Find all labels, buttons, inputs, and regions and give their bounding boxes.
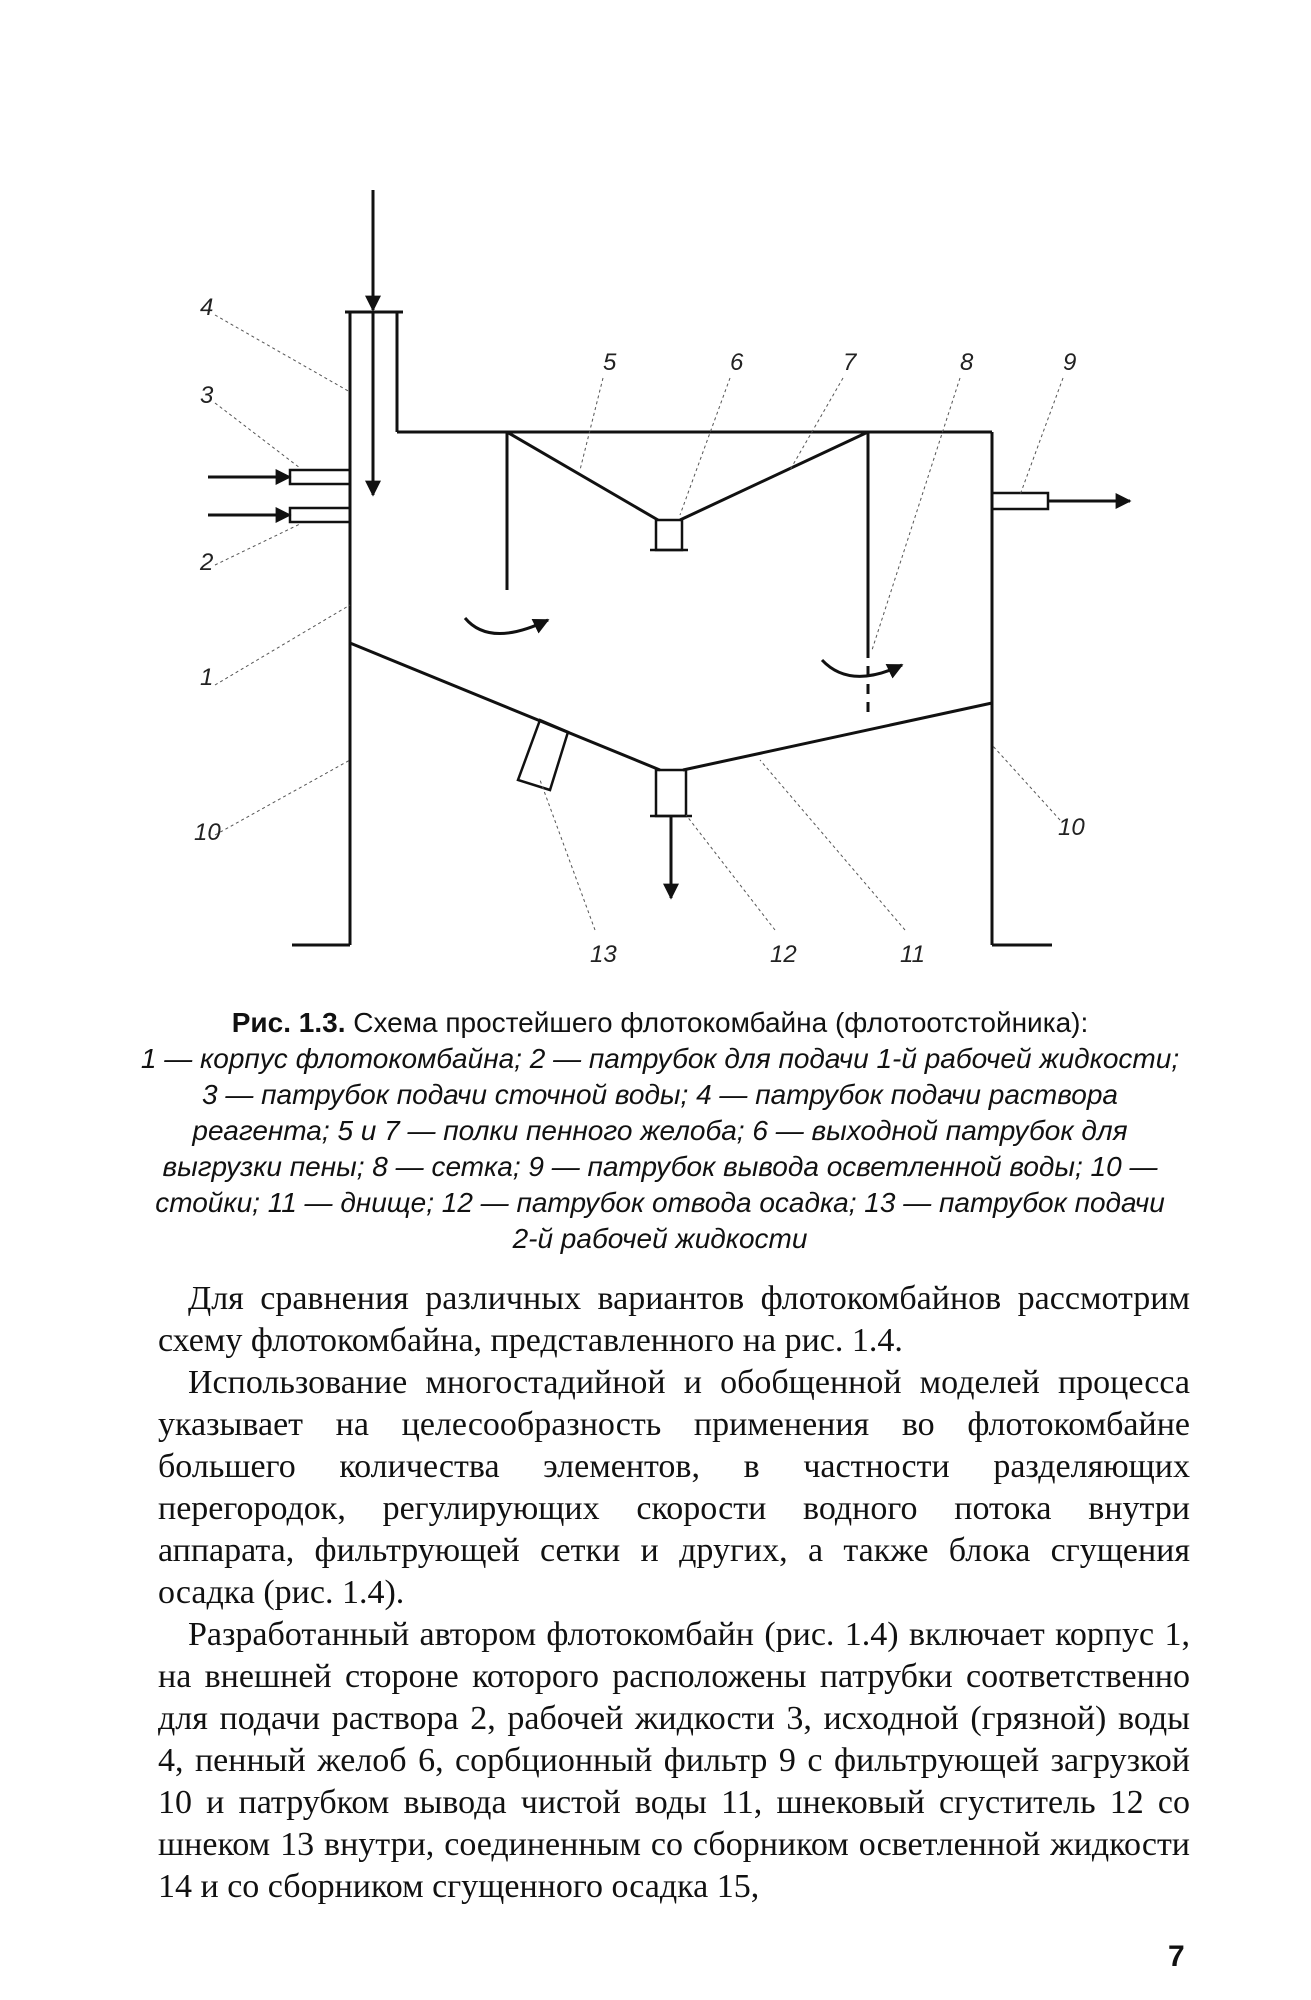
leader-1 <box>215 605 350 685</box>
label-4: 4 <box>200 294 214 321</box>
caption-title: Рис. 1.3. <box>231 1007 346 1038</box>
figure-caption <box>140 1005 1180 1257</box>
leader-11 <box>760 760 905 930</box>
circulation-arrow-left <box>465 618 548 634</box>
figure-labels <box>194 294 1085 968</box>
body-text <box>158 1278 1190 1908</box>
page-number: 7 <box>1168 1940 1185 1973</box>
leader-13 <box>540 780 595 930</box>
circulation-arrow-right <box>822 660 902 676</box>
paragraph: Для сравнения различных вариантов флотокомбайнов рассмотрим схему флотокомбайна, представленного на рис. 1.4. <box>158 1280 1190 1359</box>
label-1: 1 <box>200 664 214 691</box>
leader-9 <box>1020 378 1063 495</box>
caption-title-rest: Схема простейшего флотокомбайна (флотоотстойника): <box>353 1007 1089 1038</box>
leader-6 <box>680 378 730 515</box>
nozzle-3 <box>290 470 350 484</box>
leader-lines <box>215 315 1063 930</box>
leader-12 <box>686 815 775 930</box>
label-2: 2 <box>200 549 214 576</box>
foam-outlet-6 <box>656 520 682 550</box>
leader-10-right <box>992 745 1060 820</box>
paragraph: Разработанный автором флотокомбайн (рис. 1.4) включает корпус 1, на внешней стороне которого расположены патрубки соответственно для подачи раствора 2, рабочей жидкости 3, исходной (грязной) воды 4, пенный желоб 6, сорбционный фильтр 9 с фильтрующей загрузкой 10 и патрубком вывода чистой воды 11, шнековый сгуститель 12 со шнеком 13 внутри, соединенным со сборником осветленной жидкости 14 и со сборником сгущенного осадка 15, <box>158 1616 1190 1905</box>
nozzles <box>290 470 1048 816</box>
label-8: 8 <box>960 349 974 376</box>
label-5: 5 <box>603 349 617 376</box>
label-9: 9 <box>1063 349 1077 376</box>
label-6: 6 <box>730 349 744 376</box>
label-7: 7 <box>843 349 857 376</box>
nozzle-9 <box>992 493 1048 509</box>
shelf-7-slope <box>680 432 868 520</box>
leader-8 <box>872 378 960 650</box>
leader-4 <box>215 315 350 392</box>
leader-2 <box>215 524 300 565</box>
leader-5 <box>580 378 603 470</box>
label-13: 13 <box>590 941 617 968</box>
nozzle-2 <box>290 508 350 522</box>
label-12: 12 <box>770 941 797 968</box>
bottom-left-slope <box>350 643 660 770</box>
bottom-right-slope <box>683 703 992 770</box>
label-3: 3 <box>200 382 214 409</box>
label-11: 11 <box>900 941 925 968</box>
label-10-right: 10 <box>1058 814 1085 841</box>
label-10-left: 10 <box>194 819 221 846</box>
paragraph: Использование многостадийной и обобщенной моделей процесса указывает на целесообразность применения во флотокомбайне большего количества элементов, в частности разделяющих перегородок, регулирующих скорости водного потока внутри аппарата, фильтрующей сетки и других, а также блока сгущения осадка (рис. 1.4). <box>158 1364 1190 1611</box>
sludge-outlet-12 <box>656 770 686 816</box>
leader-3 <box>215 403 300 468</box>
caption-legend: 1 — корпус флотокомбайна; 2 — патрубок для подачи 1-й рабочей жидкости; 3 — патрубок подачи сточной воды; 4 — патрубок подачи раствора реагента; 5 и 7 — полки пенного желоба; 6 — выходной патрубок для выгрузки пены; 8 — сетка; 9 — патрубок вывода осветленной воды; 10 — стойки; 11 — днище; 12 — патрубок отвода осадка; 13 — патрубок подачи 2-й рабочей жидкости <box>140 1043 1180 1254</box>
shelf-5-slope <box>507 432 658 520</box>
leader-10-left <box>215 760 350 835</box>
